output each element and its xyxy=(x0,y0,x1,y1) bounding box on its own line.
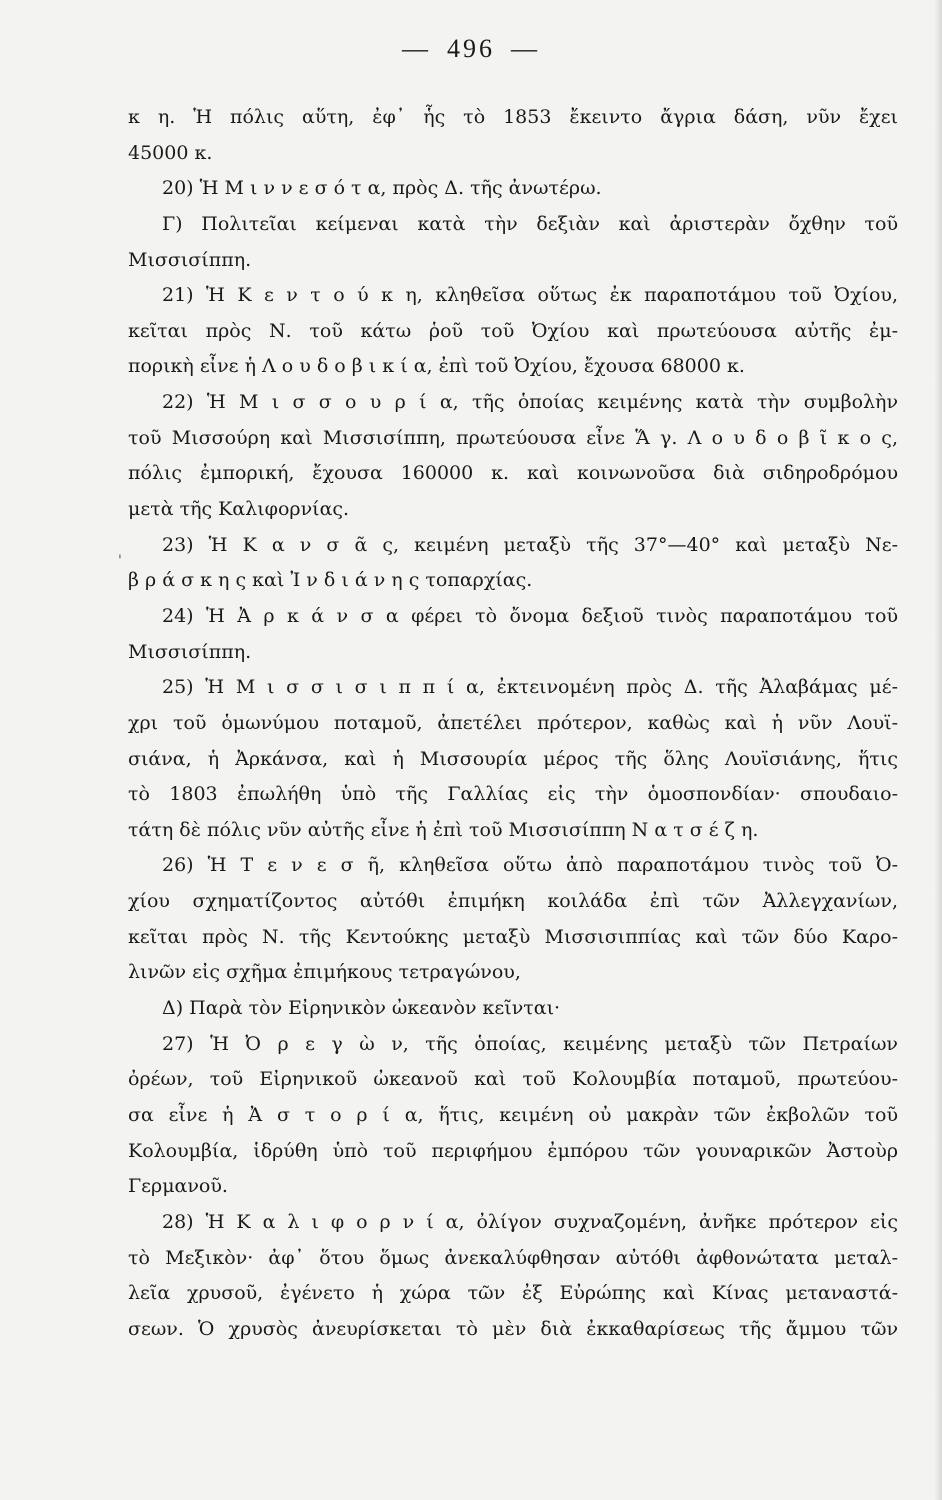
text-line: Γερμανοῦ. xyxy=(128,1175,228,1198)
text-line: κεῖται πρὸς Ν. τῆς Κεντούκης μεταξὺ Μισσισιππίας καὶ τῶν δύο Καρο- xyxy=(128,925,898,948)
text-line: κ η. Ἡ πόλις αὕτη, ἐφ᾽ ἧς τὸ 1853 ἔκειντο ἄγρια δάση, νῦν ἔχει xyxy=(128,106,898,128)
text-line: κεῖται πρὸς Ν. τοῦ κάτω ῥοῦ τοῦ Ὀχίου καὶ πρωτεύουσα αὐτῆς ἐμ- xyxy=(128,319,898,342)
body-text xyxy=(128,100,898,1347)
text-line: 22) Ἡ Μ ι σ σ ο υ ρ ί α, τῆς ὁποίας κειμένης κατὰ τὴν συμβολὴν xyxy=(162,391,898,414)
text-line: Γ) Πολιτεῖαι κείμεναι κατὰ τὴν δεξιὰν καὶ ἀριστερὰν ὄχθην τοῦ xyxy=(162,212,898,235)
page-header xyxy=(0,34,942,64)
header-dash-right: — xyxy=(511,34,540,63)
text-line: Μισσισίππη. xyxy=(128,248,252,271)
text-line: λεῖα χρυσοῦ, ἐγένετο ἡ χώρα τῶν ἐξ Εὐρώπης καὶ Κίνας μεταναστά- xyxy=(128,1282,898,1305)
text-line: πορικὴ εἶνε ἡ Λ ο υ δ ο β ι κ ί α, ἐπὶ τοῦ Ὀχίου, ἔχουσα 68000 κ. xyxy=(128,355,745,378)
page-number: 496 xyxy=(447,34,495,63)
text-line: 27) Ἡ Ὀ ρ ε γ ὼ ν, τῆς ὁποίας, κειμένης μεταξὺ τῶν Πετραίων xyxy=(162,1032,898,1055)
text-line: 21) Ἡ Κ ε ν τ ο ύ κ η, κληθεῖσα οὕτως ἐκ παραποτάμου τοῦ Ὀχίου, xyxy=(162,284,898,307)
text-line: χρι τοῦ ὁμωνύμου ποταμοῦ, ἀπετέλει πρότερον, καθὼς καὶ ἡ νῦν Λουϊ- xyxy=(128,711,898,734)
text-line: λινῶν εἰς σχῆμα ἐπιμήκους τετραγώνου, xyxy=(128,961,521,984)
text-line: 26) Ἡ Τ ε ν ε σ ῆ, κληθεῖσα οὕτω ἀπὸ παραποτάμου τινὸς τοῦ Ὀ- xyxy=(162,854,898,877)
header-dash-left: — xyxy=(402,34,431,63)
text-line: 20) Ἡ Μ ι ν ν ε σ ό τ α, πρὸς Δ. τῆς ἀνωτέρω. xyxy=(162,177,602,200)
text-line: ὀρέων, τοῦ Εἰρηνικοῦ ὠκεανοῦ καὶ τοῦ Κολουμβία ποταμοῦ, πρωτεύου- xyxy=(128,1068,898,1091)
text-line: τάτη δὲ πόλις νῦν αὐτῆς εἶνε ἡ ἐπὶ τοῦ Μισσισίππη Ν α τ σ έ ζ η. xyxy=(128,818,759,841)
text-line: μετὰ τῆς Καλιφορνίας. xyxy=(128,498,350,521)
text-line: β ρ ά σ κ η ς καὶ Ἰ ν δ ι ά ν η ς τοπαρχίας. xyxy=(128,569,533,592)
text-line: σεων. Ὁ χρυσὸς ἀνευρίσκεται τὸ μὲν διὰ ἐκκαθαρίσεως τῆς ἄμμου τῶν xyxy=(128,1317,898,1340)
text-line: 24) Ἡ Ἀ ρ κ ά ν σ α φέρει τὸ ὄνομα δεξιοῦ τινὸς παραποτάμου τοῦ xyxy=(162,604,898,627)
text-line: τὸ 1803 ἐπωλήθη ὑπὸ τῆς Γαλλίας εἰς τὴν ὁμοσπονδίαν· σπουδαιο- xyxy=(128,783,898,806)
page-edge xyxy=(934,0,942,1500)
text-line: σιάνα, ἡ Ἀρκάνσα, καὶ ἡ Μισσουρία μέρος τῆς ὅλης Λουϊσιάνης, ἥτις xyxy=(128,747,898,770)
text-line: 23) Ἡ Κ α ν σ ᾶ ς, κειμένη μεταξὺ τῆς 37°—40° καὶ μεταξὺ Νε- xyxy=(162,533,898,556)
text-line: 45000 κ. xyxy=(128,141,213,164)
text-line: σα εἶνε ἡ Ἀ σ τ ο ρ ί α, ἥτις, κειμένη οὐ μακρὰν τῶν ἐκβολῶν τοῦ xyxy=(128,1103,898,1126)
margin-mark: ' xyxy=(118,553,122,569)
text-line: Μισσισίππη. xyxy=(128,640,252,663)
text-line: τὸ Μεξικὸν· ἀφ᾽ ὅτου ὅμως ἀνεκαλύφθησαν αὐτόθι ἀφθονώτατα μεταλ- xyxy=(128,1246,898,1269)
text-line: Κολουμβία, ἱδρύθη ὑπὸ τοῦ περιφήμου ἐμπόρου τῶν γουναρικῶν Ἀστοὺρ xyxy=(128,1139,898,1162)
text-line: 25) Ἡ Μ ι σ σ ι σ ι π π ί α, ἐκτεινομένη πρὸς Δ. τῆς Ἀλαβάμας μέ- xyxy=(162,676,898,699)
text-line: τοῦ Μισσούρη καὶ Μισσισίππη, πρωτεύουσα εἶνε Ἅ γ. Λ ο υ δ ο β ῖ κ ο ς, xyxy=(128,426,898,449)
text-line: Δ) Παρὰ τὸν Εἰρηνικὸν ὠκεανὸν κεῖνται· xyxy=(162,997,561,1020)
text-line: 28) Ἡ Κ α λ ι φ ο ρ ν ί α, ὀλίγον συχναζομένη, ἀνῆκε πρότερον εἰς xyxy=(162,1210,898,1233)
text-line: πόλις ἐμπορική, ἔχουσα 160000 κ. καὶ κοινωνοῦσα διὰ σιδηροδρόμου xyxy=(128,462,898,485)
text-line: χίου σχηματίζοντος αὐτόθι ἐπιμήκη κοιλάδα ἐπὶ τῶν Ἀλλεγχανίων, xyxy=(128,890,898,913)
